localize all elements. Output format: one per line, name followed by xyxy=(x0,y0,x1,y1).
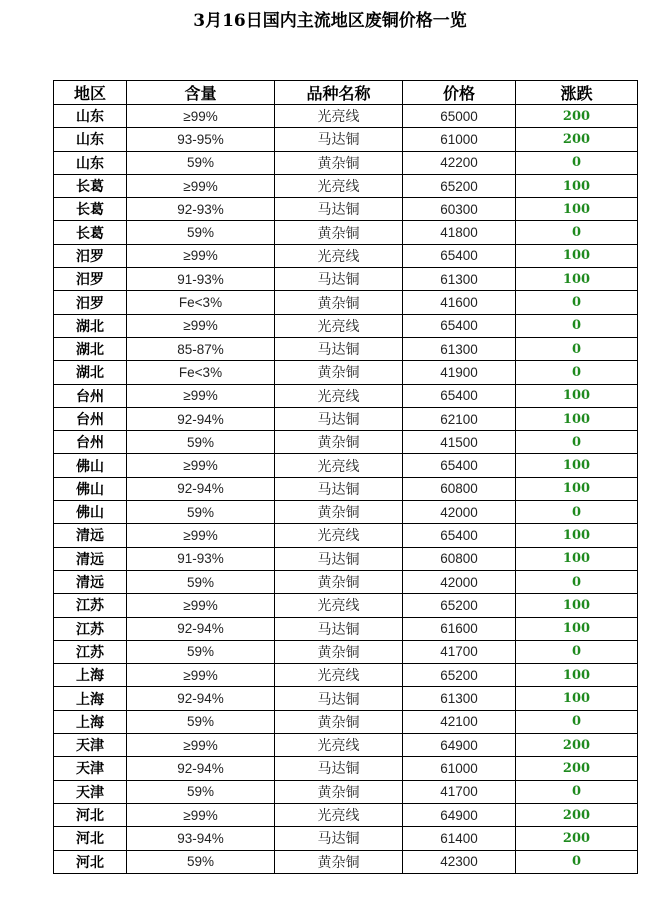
table-row xyxy=(54,501,638,524)
content-cell: 59% xyxy=(127,780,275,803)
product-cell: 光亮线 xyxy=(275,734,403,757)
content-cell: 92-94% xyxy=(127,757,275,780)
price-cell: 60300 xyxy=(403,198,516,221)
region-cell: 上海 xyxy=(54,664,127,687)
content-cell: ≥99% xyxy=(127,454,275,477)
change-cell: 100 xyxy=(516,524,638,547)
change-cell: 0 xyxy=(516,850,638,873)
header-content: 含量 xyxy=(127,81,275,105)
product-cell: 黄杂铜 xyxy=(275,221,403,244)
product-cell: 黄杂铜 xyxy=(275,291,403,314)
product-cell: 马达铜 xyxy=(275,407,403,430)
change-cell: 0 xyxy=(516,151,638,174)
price-cell: 42200 xyxy=(403,151,516,174)
product-cell: 马达铜 xyxy=(275,477,403,500)
page-title: 3月16日国内主流地区废铜价格一览 xyxy=(193,11,467,31)
header-price: 价格 xyxy=(403,81,516,105)
table-row xyxy=(54,407,638,430)
table-row xyxy=(54,198,638,221)
price-cell: 61300 xyxy=(403,687,516,710)
change-cell: 0 xyxy=(516,710,638,733)
table-row xyxy=(54,291,638,314)
change-cell: 200 xyxy=(516,827,638,850)
product-cell: 马达铜 xyxy=(275,268,403,291)
price-cell: 65400 xyxy=(403,524,516,547)
product-cell: 马达铜 xyxy=(275,617,403,640)
table-row xyxy=(54,710,638,733)
price-cell: 61000 xyxy=(403,128,516,151)
price-cell: 41900 xyxy=(403,361,516,384)
table-row xyxy=(54,850,638,873)
change-cell: 100 xyxy=(516,594,638,617)
content-cell: Fe<3% xyxy=(127,291,275,314)
price-cell: 42100 xyxy=(403,710,516,733)
table-row xyxy=(54,174,638,197)
region-cell: 河北 xyxy=(54,803,127,826)
price-table xyxy=(53,80,638,874)
product-cell: 光亮线 xyxy=(275,803,403,826)
change-cell: 100 xyxy=(516,664,638,687)
region-cell: 佛山 xyxy=(54,454,127,477)
content-cell: 92-94% xyxy=(127,407,275,430)
change-cell: 0 xyxy=(516,221,638,244)
price-cell: 41700 xyxy=(403,780,516,803)
table-row xyxy=(54,780,638,803)
change-cell: 0 xyxy=(516,570,638,593)
price-cell: 61400 xyxy=(403,827,516,850)
table-row xyxy=(54,384,638,407)
product-cell: 光亮线 xyxy=(275,664,403,687)
change-cell: 100 xyxy=(516,454,638,477)
product-cell: 光亮线 xyxy=(275,454,403,477)
content-cell: Fe<3% xyxy=(127,361,275,384)
region-cell: 清远 xyxy=(54,524,127,547)
product-cell: 黄杂铜 xyxy=(275,431,403,454)
change-cell: 0 xyxy=(516,501,638,524)
product-cell: 光亮线 xyxy=(275,174,403,197)
product-cell: 光亮线 xyxy=(275,244,403,267)
table-row xyxy=(54,734,638,757)
table-row xyxy=(54,803,638,826)
table-row xyxy=(54,337,638,360)
price-cell: 65200 xyxy=(403,664,516,687)
product-cell: 马达铜 xyxy=(275,687,403,710)
price-cell: 42000 xyxy=(403,570,516,593)
content-cell: ≥99% xyxy=(127,524,275,547)
product-cell: 黄杂铜 xyxy=(275,780,403,803)
header-row xyxy=(54,81,638,105)
content-cell: ≥99% xyxy=(127,314,275,337)
region-cell: 长葛 xyxy=(54,174,127,197)
product-cell: 黄杂铜 xyxy=(275,640,403,663)
table-row xyxy=(54,431,638,454)
region-cell: 山东 xyxy=(54,151,127,174)
table-row xyxy=(54,547,638,570)
content-cell: ≥99% xyxy=(127,664,275,687)
content-cell: ≥99% xyxy=(127,174,275,197)
region-cell: 天津 xyxy=(54,780,127,803)
change-cell: 200 xyxy=(516,757,638,780)
region-cell: 江苏 xyxy=(54,640,127,663)
table-row xyxy=(54,314,638,337)
content-cell: ≥99% xyxy=(127,594,275,617)
change-cell: 100 xyxy=(516,617,638,640)
change-cell: 0 xyxy=(516,314,638,337)
table-row xyxy=(54,664,638,687)
change-cell: 0 xyxy=(516,337,638,360)
product-cell: 光亮线 xyxy=(275,384,403,407)
change-cell: 100 xyxy=(516,407,638,430)
product-cell: 黄杂铜 xyxy=(275,710,403,733)
price-cell: 64900 xyxy=(403,803,516,826)
region-cell: 山东 xyxy=(54,128,127,151)
region-cell: 台州 xyxy=(54,407,127,430)
product-cell: 光亮线 xyxy=(275,524,403,547)
region-cell: 天津 xyxy=(54,734,127,757)
price-cell: 65200 xyxy=(403,594,516,617)
region-cell: 长葛 xyxy=(54,198,127,221)
price-cell: 41600 xyxy=(403,291,516,314)
region-cell: 天津 xyxy=(54,757,127,780)
table-row xyxy=(54,687,638,710)
price-cell: 41800 xyxy=(403,221,516,244)
change-cell: 0 xyxy=(516,431,638,454)
region-cell: 湖北 xyxy=(54,337,127,360)
region-cell: 湖北 xyxy=(54,314,127,337)
price-cell: 65400 xyxy=(403,384,516,407)
content-cell: ≥99% xyxy=(127,803,275,826)
table-row xyxy=(54,361,638,384)
content-cell: 93-95% xyxy=(127,128,275,151)
region-cell: 佛山 xyxy=(54,477,127,500)
table-row xyxy=(54,594,638,617)
price-cell: 65000 xyxy=(403,105,516,128)
content-cell: 59% xyxy=(127,221,275,244)
product-cell: 马达铜 xyxy=(275,547,403,570)
content-cell: 59% xyxy=(127,431,275,454)
change-cell: 0 xyxy=(516,361,638,384)
price-cell: 65400 xyxy=(403,244,516,267)
price-cell: 61600 xyxy=(403,617,516,640)
region-cell: 上海 xyxy=(54,710,127,733)
region-cell: 清远 xyxy=(54,547,127,570)
change-cell: 100 xyxy=(516,268,638,291)
product-cell: 光亮线 xyxy=(275,105,403,128)
price-cell: 65400 xyxy=(403,314,516,337)
change-cell: 200 xyxy=(516,128,638,151)
table-row xyxy=(54,454,638,477)
region-cell: 台州 xyxy=(54,384,127,407)
change-cell: 200 xyxy=(516,734,638,757)
product-cell: 马达铜 xyxy=(275,198,403,221)
price-cell: 42000 xyxy=(403,501,516,524)
content-cell: 59% xyxy=(127,640,275,663)
region-cell: 河北 xyxy=(54,850,127,873)
region-cell: 河北 xyxy=(54,827,127,850)
product-cell: 光亮线 xyxy=(275,314,403,337)
price-cell: 41500 xyxy=(403,431,516,454)
table-row xyxy=(54,570,638,593)
product-cell: 马达铜 xyxy=(275,827,403,850)
region-cell: 汨罗 xyxy=(54,291,127,314)
product-cell: 黄杂铜 xyxy=(275,151,403,174)
change-cell: 100 xyxy=(516,687,638,710)
region-cell: 江苏 xyxy=(54,617,127,640)
content-cell: 93-94% xyxy=(127,827,275,850)
product-cell: 马达铜 xyxy=(275,337,403,360)
change-cell: 100 xyxy=(516,477,638,500)
content-cell: ≥99% xyxy=(127,244,275,267)
table-row xyxy=(54,244,638,267)
price-cell: 61000 xyxy=(403,757,516,780)
content-cell: 59% xyxy=(127,151,275,174)
change-cell: 100 xyxy=(516,384,638,407)
region-cell: 上海 xyxy=(54,687,127,710)
price-cell: 41700 xyxy=(403,640,516,663)
table-row xyxy=(54,757,638,780)
table-row xyxy=(54,105,638,128)
table-row xyxy=(54,268,638,291)
change-cell: 0 xyxy=(516,291,638,314)
header-change: 涨跌 xyxy=(516,81,638,105)
content-cell: 59% xyxy=(127,710,275,733)
region-cell: 汨罗 xyxy=(54,268,127,291)
content-cell: ≥99% xyxy=(127,384,275,407)
table-row xyxy=(54,524,638,547)
region-cell: 长葛 xyxy=(54,221,127,244)
product-cell: 马达铜 xyxy=(275,757,403,780)
price-cell: 60800 xyxy=(403,477,516,500)
product-cell: 光亮线 xyxy=(275,594,403,617)
change-cell: 0 xyxy=(516,780,638,803)
table-row xyxy=(54,128,638,151)
content-cell: 92-94% xyxy=(127,617,275,640)
table-row xyxy=(54,221,638,244)
region-cell: 清远 xyxy=(54,570,127,593)
change-cell: 0 xyxy=(516,640,638,663)
product-cell: 马达铜 xyxy=(275,128,403,151)
table-row xyxy=(54,617,638,640)
content-cell: 59% xyxy=(127,501,275,524)
region-cell: 山东 xyxy=(54,105,127,128)
product-cell: 黄杂铜 xyxy=(275,570,403,593)
change-cell: 100 xyxy=(516,244,638,267)
table-row xyxy=(54,151,638,174)
region-cell: 汨罗 xyxy=(54,244,127,267)
region-cell: 江苏 xyxy=(54,594,127,617)
table-body xyxy=(54,105,638,874)
content-cell: 92-94% xyxy=(127,477,275,500)
change-cell: 100 xyxy=(516,174,638,197)
product-cell: 黄杂铜 xyxy=(275,361,403,384)
table-row xyxy=(54,827,638,850)
price-cell: 65400 xyxy=(403,454,516,477)
content-cell: 85-87% xyxy=(127,337,275,360)
change-cell: 200 xyxy=(516,105,638,128)
content-cell: 59% xyxy=(127,570,275,593)
product-cell: 黄杂铜 xyxy=(275,850,403,873)
content-cell: 92-93% xyxy=(127,198,275,221)
content-cell: ≥99% xyxy=(127,734,275,757)
price-cell: 61300 xyxy=(403,268,516,291)
content-cell: 91-93% xyxy=(127,547,275,570)
price-cell: 61300 xyxy=(403,337,516,360)
price-cell: 64900 xyxy=(403,734,516,757)
table-row xyxy=(54,640,638,663)
product-cell: 黄杂铜 xyxy=(275,501,403,524)
content-cell: 91-93% xyxy=(127,268,275,291)
region-cell: 台州 xyxy=(54,431,127,454)
change-cell: 100 xyxy=(516,198,638,221)
price-cell: 60800 xyxy=(403,547,516,570)
price-cell: 65200 xyxy=(403,174,516,197)
header-region: 地区 xyxy=(54,81,127,105)
price-cell: 62100 xyxy=(403,407,516,430)
change-cell: 100 xyxy=(516,547,638,570)
content-cell: ≥99% xyxy=(127,105,275,128)
region-cell: 佛山 xyxy=(54,501,127,524)
content-cell: 92-94% xyxy=(127,687,275,710)
header-product: 品种名称 xyxy=(275,81,403,105)
region-cell: 湖北 xyxy=(54,361,127,384)
price-cell: 42300 xyxy=(403,850,516,873)
change-cell: 200 xyxy=(516,803,638,826)
content-cell: 59% xyxy=(127,850,275,873)
table-row xyxy=(54,477,638,500)
